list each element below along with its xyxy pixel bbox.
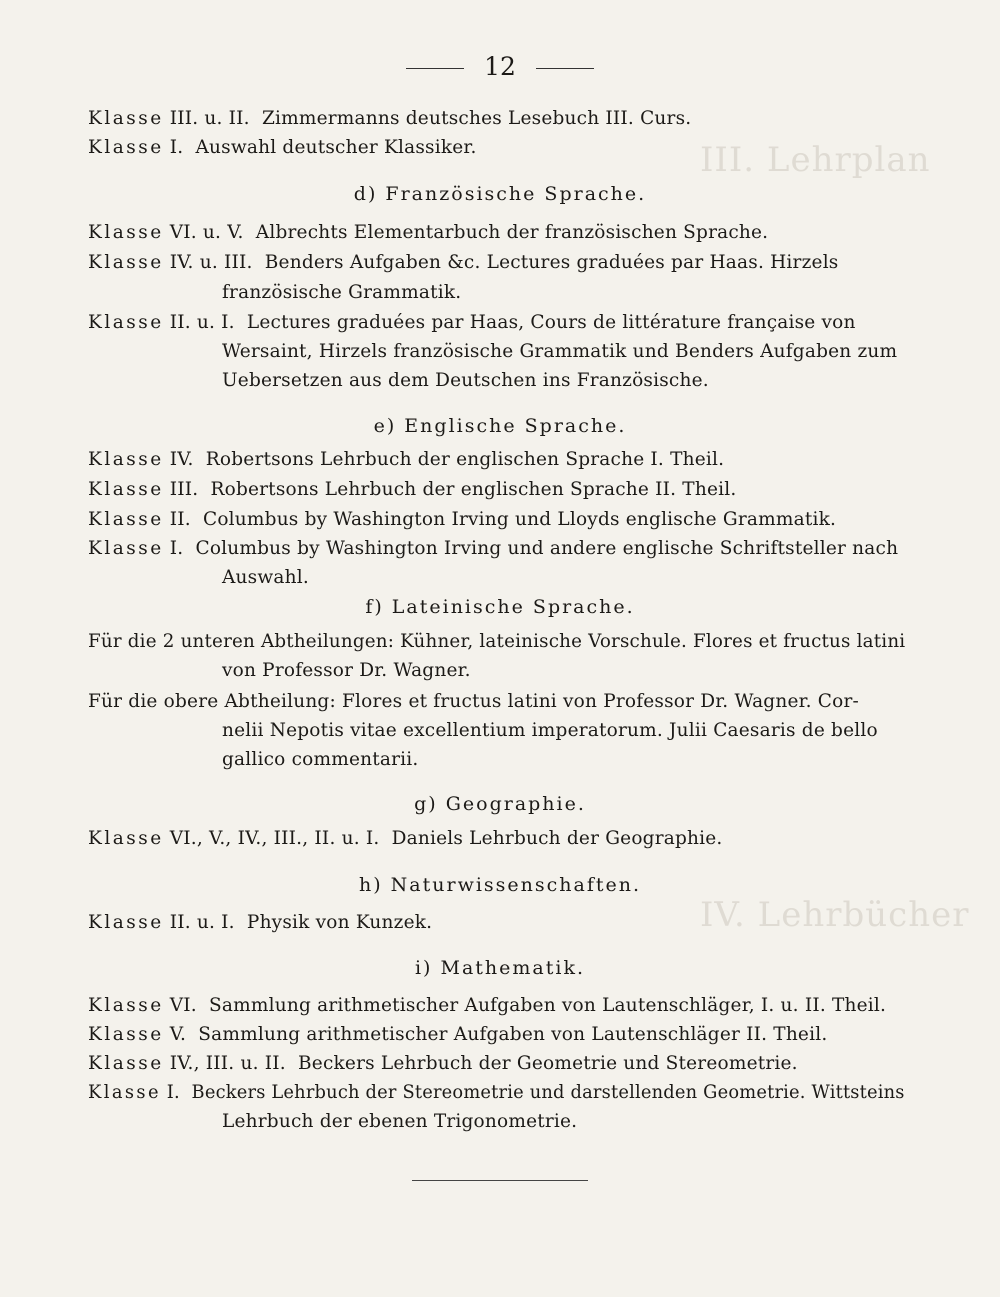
book-entry-continuation: von Professor Dr. Wagner.: [222, 660, 471, 681]
book-entry: Klasse II. u. I. Lectures graduées par Haas, Cours de littérature française von: [88, 312, 856, 333]
section-heading-french: d) Französische Sprache.: [353, 183, 647, 205]
section-heading-natural-sciences: h) Naturwissenschaften.: [358, 874, 642, 896]
book-entry-continuation: Lehrbuch der ebenen Trigonometrie.: [222, 1111, 578, 1132]
book-entry: Klasse VI., V., IV., III., II. u. I. Daniels Lehrbuch der Geographie.: [88, 828, 723, 849]
book-entry: Klasse II. Columbus by Washington Irving und Lloyds englische Grammatik.: [88, 509, 837, 530]
page-number: [0, 52, 1000, 81]
book-entry: Klasse I. Beckers Lehrbuch der Stereometrie und darstellenden Geometrie. Wittsteins: [88, 1082, 905, 1103]
book-entry: Klasse II. u. I. Physik von Kunzek.: [88, 912, 433, 933]
book-entry-continuation: Uebersetzen aus dem Deutschen ins Französische.: [222, 370, 709, 391]
book-entry: Klasse IV. Robertsons Lehrbuch der englischen Sprache I. Theil.: [88, 449, 725, 470]
book-entry: Klasse VI. Sammlung arithmetischer Aufgaben von Lautenschläger, I. u. II. Theil.: [88, 995, 887, 1016]
book-entry-continuation: Wersaint, Hirzels französische Grammatik und Benders Aufgaben zum: [222, 341, 898, 362]
page-number-text: 12: [484, 52, 516, 81]
book-entry-continuation: gallico commentarii.: [222, 749, 419, 770]
book-entry-continuation: französische Grammatik.: [222, 282, 462, 303]
section-heading-latin: f) Lateinische Sprache.: [365, 596, 635, 618]
book-entry: Klasse I. Auswahl deutscher Klassiker.: [88, 137, 477, 158]
book-entry: Klasse I. Columbus by Washington Irving und andere englische Schriftsteller nach: [88, 538, 899, 559]
book-entry: Für die 2 unteren Abtheilungen: Kühner, lateinische Vorschule. Flores et fructus latini: [88, 631, 906, 652]
page-number-rule-right: [536, 68, 594, 69]
bleed-through-mark: III. Lehrplan: [700, 140, 931, 180]
book-entry: Klasse IV. u. III. Benders Aufgaben &c. Lectures graduées par Haas. Hirzels: [88, 252, 839, 273]
end-rule: [412, 1180, 588, 1181]
bleed-through-mark: IV. Lehrbücher: [700, 895, 970, 935]
book-entry: Klasse IV., III. u. II. Beckers Lehrbuch der Geometrie und Stereometrie.: [88, 1053, 798, 1074]
book-entry: Klasse III. Robertsons Lehrbuch der englischen Sprache II. Theil.: [88, 479, 737, 500]
book-entry: Klasse V. Sammlung arithmetischer Aufgaben von Lautenschläger II. Theil.: [88, 1024, 828, 1045]
book-entry: Klasse VI. u. V. Albrechts Elementarbuch der französischen Sprache.: [88, 222, 769, 243]
page-number-rule-left: [406, 68, 464, 69]
section-heading-english: e) Englische Sprache.: [373, 415, 627, 437]
book-entry-continuation: Auswahl.: [222, 567, 309, 588]
book-entry: Klasse III. u. II. Zimmermanns deutsches Lesebuch III. Curs.: [88, 108, 692, 129]
book-entry-continuation: nelii Nepotis vitae excellentium imperatorum. Julii Caesaris de bello: [222, 720, 878, 741]
book-entry: Für die obere Abtheilung: Flores et fructus latini von Professor Dr. Wagner. Cor-: [88, 691, 859, 712]
section-heading-mathematics: i) Mathematik.: [414, 957, 586, 979]
section-heading-geography: g) Geographie.: [414, 793, 586, 815]
